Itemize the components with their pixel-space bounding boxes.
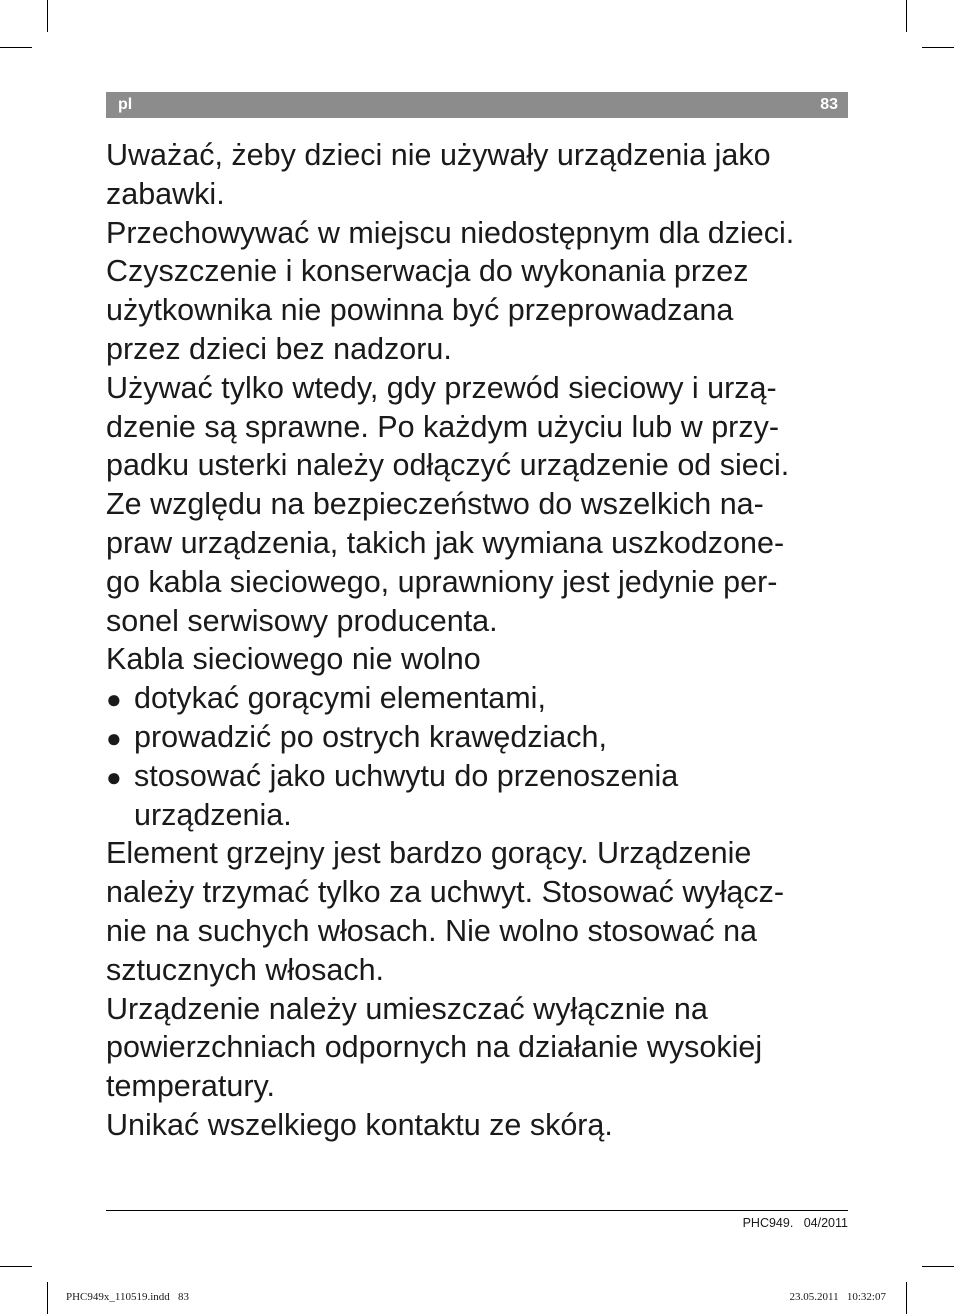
footer-divider <box>106 1210 848 1211</box>
list-item <box>106 679 866 718</box>
list-item-text: stosować jako uchwytu do przenoszenia <box>134 758 679 793</box>
text-line: Ze względu na bezpieczeństwo do wszelkich na- <box>106 487 764 522</box>
list-item-continuation: urządzenia. <box>134 797 292 832</box>
text-line: praw urządzenia, takich jak wymiana uszkodzone- <box>106 525 785 560</box>
text-line: zabawki. <box>106 176 225 211</box>
text-line: dzenie są sprawne. Po każdym użyciu lub w przy- <box>106 409 779 444</box>
crop-mark <box>906 1282 907 1314</box>
text-line: nie na suchych włosach. Nie wolno stosować na <box>106 913 758 948</box>
footer-model-date: PHC949. 04/2011 <box>742 1216 848 1230</box>
text-line: powierzchniach odpornych na działanie wysokiej <box>106 1030 763 1065</box>
list-item <box>106 757 866 796</box>
bullet-icon: ● <box>106 684 122 715</box>
bullet-icon: ● <box>106 722 122 753</box>
text-line: Czyszczenie i konserwacja do wykonania przez <box>106 254 749 289</box>
print-slug-file: PHC949x_110519.indd 83 <box>66 1291 190 1303</box>
crop-mark <box>47 0 48 32</box>
crop-mark <box>0 1266 32 1267</box>
list-item <box>106 718 866 757</box>
text-line: Używać tylko wtedy, gdy przewód sieciowy i urzą- <box>106 370 777 405</box>
crop-mark <box>906 0 907 32</box>
text-line: Przechowywać w miejscu niedostępnym dla dzieci. <box>106 215 795 250</box>
text-line: sonel serwisowy producenta. <box>106 603 498 638</box>
text-line: Kabla sieciowego nie wolno <box>106 642 481 677</box>
print-slug-timestamp: 23.05.2011 10:32:07 <box>789 1291 886 1303</box>
text-line: temperatury. <box>106 1069 275 1104</box>
text-line: Urządzenie należy umieszczać wyłącznie na <box>106 991 708 1026</box>
text-line: sztucznych włosach. <box>106 952 384 987</box>
text-line: go kabla sieciowego, uprawniony jest jedynie per- <box>106 564 778 599</box>
crop-mark <box>47 1282 48 1314</box>
crop-mark <box>0 47 32 48</box>
crop-mark <box>922 47 954 48</box>
text-line: użytkownika nie powinna być przeprowadzana <box>106 293 734 328</box>
text-line: przez dzieci bez nadzoru. <box>106 331 452 366</box>
crop-mark <box>922 1266 954 1267</box>
language-code: pl <box>118 96 133 113</box>
page-header-bar <box>106 92 848 118</box>
page-number: 83 <box>820 96 838 113</box>
text-line: należy trzymać tylko za uchwyt. Stosować wyłącz- <box>106 875 784 910</box>
text-line: Uważać, żeby dzieci nie używały urządzenia jako <box>106 138 771 172</box>
text-line: Unikać wszelkiego kontaktu ze skórą. <box>106 1107 613 1142</box>
bullet-icon: ● <box>106 761 122 792</box>
list-item-text: prowadzić po ostrych krawędziach, <box>134 719 607 754</box>
list-item-text: dotykać gorącymi elementami, <box>134 681 546 716</box>
body-text <box>106 136 866 1145</box>
text-line: Element grzejny jest bardzo gorący. Urządzenie <box>106 836 752 871</box>
text-line: padku usterki należy odłączyć urządzenie od sieci. <box>106 448 790 483</box>
